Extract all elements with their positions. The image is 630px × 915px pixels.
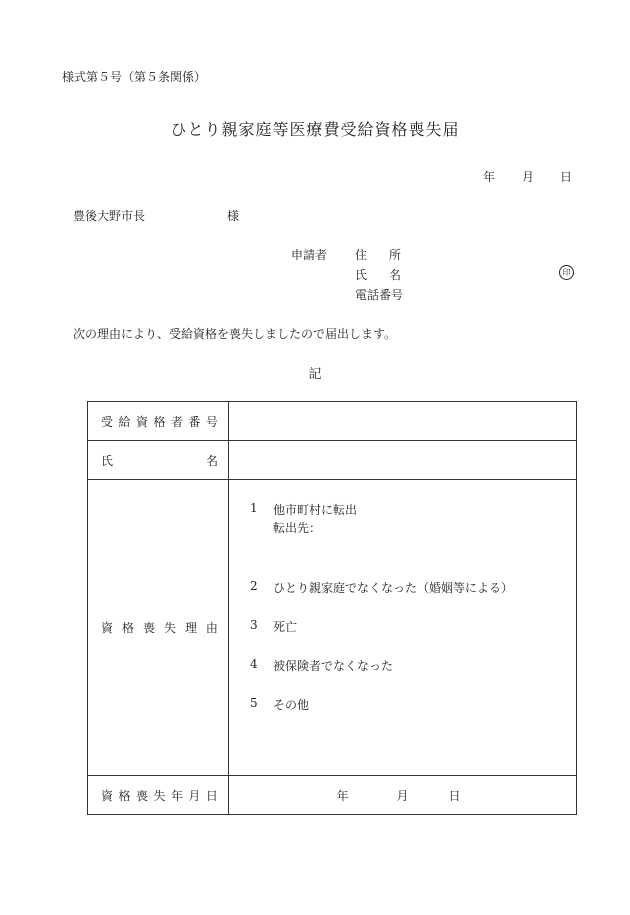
reason-text: 他市町村に転出 xyxy=(273,503,358,517)
label-char: 名 xyxy=(205,453,218,468)
label-char: 由 xyxy=(205,621,218,635)
addressee-honorific: 様 xyxy=(227,209,240,223)
reason-number: 4 xyxy=(250,657,258,671)
loss-date-label-cell xyxy=(88,776,229,815)
reason-cell xyxy=(229,480,577,776)
label-char: 喪 xyxy=(135,788,148,803)
reason-text: ひとり親家庭でなくなった（婚姻等による） xyxy=(273,581,514,595)
addressee-name: 豊後大野市長 xyxy=(73,209,146,223)
label-char: 理 xyxy=(184,621,197,635)
label-char: 資 xyxy=(101,621,114,635)
form-number: 様式第５号（第５条関係） xyxy=(62,70,207,84)
name-label xyxy=(88,452,228,469)
row-reason xyxy=(88,480,577,776)
name-label-cell xyxy=(88,441,229,480)
reason-label-cell xyxy=(88,480,229,776)
label-char: 失 xyxy=(153,788,166,803)
applicant-name-label: 氏名 xyxy=(355,268,424,282)
label-char: 者 xyxy=(170,414,183,429)
label-char: 氏 xyxy=(101,453,114,468)
applicant-phone-label: 電話番号 xyxy=(355,288,404,302)
loss-date-day: 日 xyxy=(448,788,461,803)
reason-item-2[interactable] xyxy=(250,579,576,618)
label-char: 給 xyxy=(118,414,131,429)
reason-item-5[interactable] xyxy=(250,696,576,716)
label-char: 番 xyxy=(188,414,201,429)
loss-date-field[interactable] xyxy=(229,776,577,815)
label-char: 喪 xyxy=(142,621,155,635)
applicant-label: 申請者 xyxy=(291,248,328,262)
reason-list xyxy=(229,501,576,716)
reason-number: 1 xyxy=(250,501,258,515)
reason-number: 2 xyxy=(250,579,258,593)
recipient-number-label xyxy=(88,413,228,430)
label-char: 失 xyxy=(163,621,176,635)
seal-mark: 印 xyxy=(559,265,574,280)
recipient-number-label-cell xyxy=(88,402,229,441)
loss-date-label xyxy=(88,787,228,804)
label-char: 月 xyxy=(188,788,201,803)
reason-item-1[interactable] xyxy=(250,501,576,519)
date-day-label: 日 xyxy=(560,170,573,184)
reason-number: 3 xyxy=(250,618,258,632)
label-char: 受 xyxy=(101,414,114,429)
label-char: 格 xyxy=(153,414,166,429)
row-loss-date xyxy=(88,776,577,815)
label-char: 号 xyxy=(205,414,218,429)
row-name xyxy=(88,441,577,480)
row-recipient-number xyxy=(88,402,577,441)
label-char: 格 xyxy=(118,788,131,803)
document-title: ひとり親家庭等医療費受給資格喪失届 xyxy=(170,120,460,139)
loss-date-parts xyxy=(229,787,576,804)
reason-text: 死亡 xyxy=(273,620,298,634)
destination-label: 転出先： xyxy=(273,521,322,535)
loss-date-year: 年 xyxy=(336,788,349,803)
record-heading: 記 xyxy=(308,367,322,382)
detail-table xyxy=(87,401,577,815)
loss-date-month: 月 xyxy=(396,788,409,803)
reason-number: 5 xyxy=(250,696,258,710)
reason-item-4[interactable] xyxy=(250,657,576,696)
name-field[interactable] xyxy=(229,441,577,480)
statement-text: 次の理由により、受給資格を喪失しましたので届出します。 xyxy=(73,327,397,341)
reason-text: その他 xyxy=(273,698,310,712)
label-char: 資 xyxy=(101,788,114,803)
recipient-number-field[interactable] xyxy=(229,402,577,441)
label-char: 格 xyxy=(121,621,134,635)
label-char: 年 xyxy=(170,788,183,803)
date-year-label: 年 xyxy=(483,170,496,184)
applicant-address-label: 住所 xyxy=(355,248,424,262)
date-month-label: 月 xyxy=(522,170,535,184)
reason-label xyxy=(88,619,228,636)
destination-line[interactable] xyxy=(250,519,576,579)
reason-text: 被保険者でなくなった xyxy=(273,659,394,673)
reason-item-3[interactable] xyxy=(250,618,576,657)
label-char: 資 xyxy=(135,414,148,429)
label-char: 日 xyxy=(205,788,218,803)
